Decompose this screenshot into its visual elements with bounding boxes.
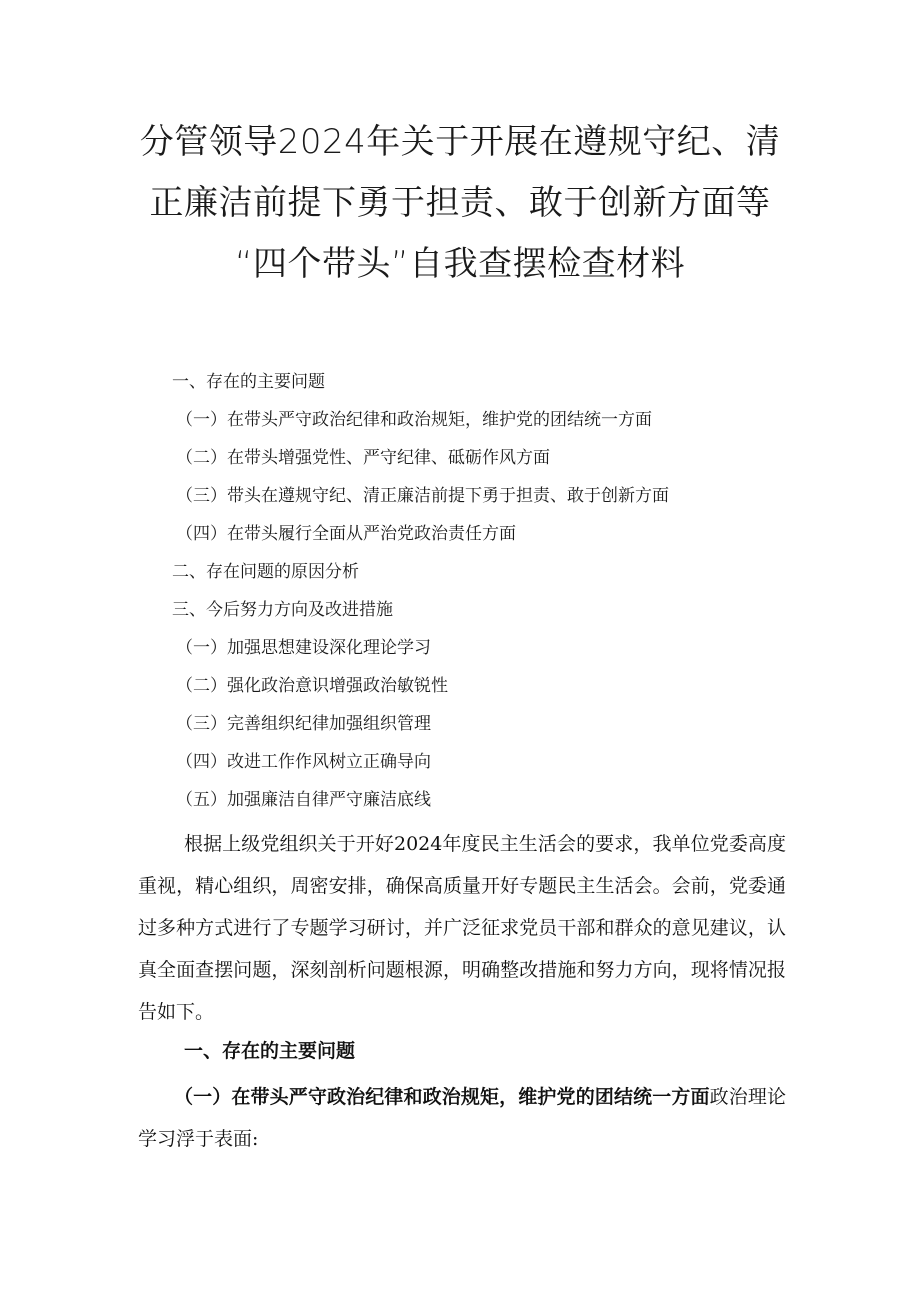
title-line-1: 分管领导2024年关于开展在遵规守纪、清 bbox=[139, 122, 781, 162]
toc-item: （三）完善组织纪律加强组织管理 bbox=[176, 714, 431, 734]
toc-item: 二、存在问题的原因分析 bbox=[172, 562, 359, 582]
table-of-contents bbox=[172, 368, 792, 824]
toc-item: （四）在带头履行全面从严治党政治责任方面 bbox=[176, 524, 516, 544]
subsection-heading: （一）在带头严守政治纪律和政治规矩，维护党的团结统一方面 bbox=[174, 1086, 710, 1108]
subsection-paragraph bbox=[138, 1076, 786, 1160]
toc-item: （三）带头在遵规守纪、清正廉洁前提下勇于担责、敢于创新方面 bbox=[176, 486, 669, 506]
intro-paragraph: 根据上级党组织关于开好2024年度民主生活会的要求，我单位党委高度重视，精心组织，周密安排，确保高质量开好专题民主生活会。会前，党委通过多种方式进行了专题学习研讨，并广泛征求党员干部和群众的意见建议，认真全面查摆问题，深刻剖析问题根源，明确整改措施和努力方向，现将情况报告如下。 bbox=[138, 833, 786, 1023]
toc-item: 一、存在的主要问题 bbox=[172, 372, 325, 392]
title-line-2: 正廉洁前提下勇于担责、敢于创新方面等 bbox=[149, 183, 771, 223]
toc-item: （一）加强思想建设深化理论学习 bbox=[176, 638, 431, 658]
subsection-text: 政治理论学习浮于表面: bbox=[138, 1086, 786, 1150]
toc-item: 三、今后努力方向及改进措施 bbox=[172, 600, 393, 620]
document-title bbox=[120, 112, 800, 295]
toc-item: （二）强化政治意识增强政治敏锐性 bbox=[176, 676, 448, 696]
toc-item: （二）在带头增强党性、严守纪律、砥砺作风方面 bbox=[176, 448, 550, 468]
toc-item: （四）改进工作作风树立正确导向 bbox=[176, 752, 431, 772]
section-heading: 一、存在的主要问题 bbox=[184, 1040, 356, 1062]
toc-item: （一）在带头严守政治纪律和政治规矩，维护党的团结统一方面 bbox=[176, 410, 652, 430]
title-line-3: “四个带头”自我查摆检查材料 bbox=[234, 244, 686, 284]
toc-item: （五）加强廉洁自律严守廉洁底线 bbox=[176, 790, 431, 810]
